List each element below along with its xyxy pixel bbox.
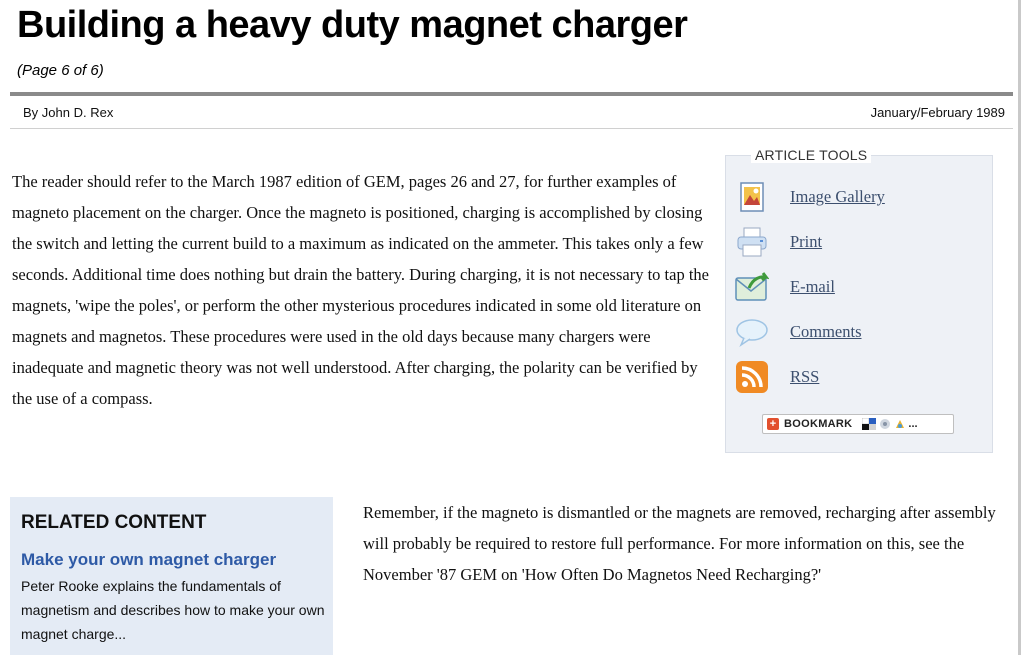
comments-icon (734, 314, 770, 350)
page-right-border (1018, 0, 1021, 655)
tool-email-label: E-mail (790, 277, 835, 296)
delicious-icon (862, 418, 876, 430)
bookmark-button[interactable] (762, 414, 954, 434)
email-icon (734, 269, 770, 305)
article-tools-panel (725, 147, 993, 453)
tool-print-label: Print (790, 232, 823, 251)
tool-email[interactable] (734, 269, 835, 305)
tool-rss-label: RSS (790, 367, 820, 386)
related-article-link[interactable]: Make your own magnet charger (21, 550, 277, 569)
article-tools-header: ARTICLE TOOLS (751, 147, 871, 163)
rss-icon (734, 359, 770, 395)
author-byline: By John D. Rex (23, 105, 114, 120)
article-paragraph-2: Remember, if the magneto is dismantled or the magnets are removed, recharging after assembly will probably be required to restore full performance. For more information on this, see the November '87 GEM on 'How Often Do Magnetos Need Recharging?' (363, 503, 996, 584)
printer-icon (734, 224, 770, 260)
page-indicator: (Page 6 of 6) (17, 62, 104, 79)
related-content-box (10, 497, 333, 655)
yahoo-icon (894, 418, 906, 430)
image-gallery-icon (734, 179, 770, 215)
bookmark-plus-icon: + (767, 418, 779, 430)
digg-icon (879, 418, 891, 430)
related-content-header: RELATED CONTENT (21, 512, 207, 533)
article-paragraph-1: The reader should refer to the March 1987 edition of GEM, pages 26 and 27, for further examples of magneto placement on the charger. Once the magneto is positioned, charging is accomplished by closing the switch and letting the current build to a maximum as indicated on the ammeter. This takes only a few seconds. Additional time does nothing but drain the battery. During charging, it is not necessary to tap the magnets, 'wipe the poles', or perform the other mysterious procedures indicated in some old literature on magnets and magnetos. These procedures were used in the old days because many chargers were inadequate and magnetic theory was not well understood. After charging, the polarity can be verified by the use of a compass. (12, 172, 709, 408)
tool-comments-label: Comments (790, 322, 862, 341)
tool-image-gallery[interactable] (734, 179, 885, 215)
related-article-description: Peter Rooke explains the fundamentals of magnetism and describes how to make your own magnet charge... (21, 578, 325, 642)
tool-image-gallery-label: Image Gallery (790, 187, 885, 206)
bookmark-more: ... (908, 418, 918, 430)
article-title: Building a heavy duty magnet charger (17, 4, 688, 46)
bookmark-service-icons (862, 418, 906, 430)
tool-print[interactable] (734, 224, 822, 260)
byline-row (10, 96, 1013, 129)
tool-comments[interactable] (734, 314, 862, 350)
bookmark-label: BOOKMARK (784, 418, 853, 430)
tool-rss[interactable] (734, 359, 819, 395)
issue-date: January/February 1989 (870, 105, 1005, 120)
